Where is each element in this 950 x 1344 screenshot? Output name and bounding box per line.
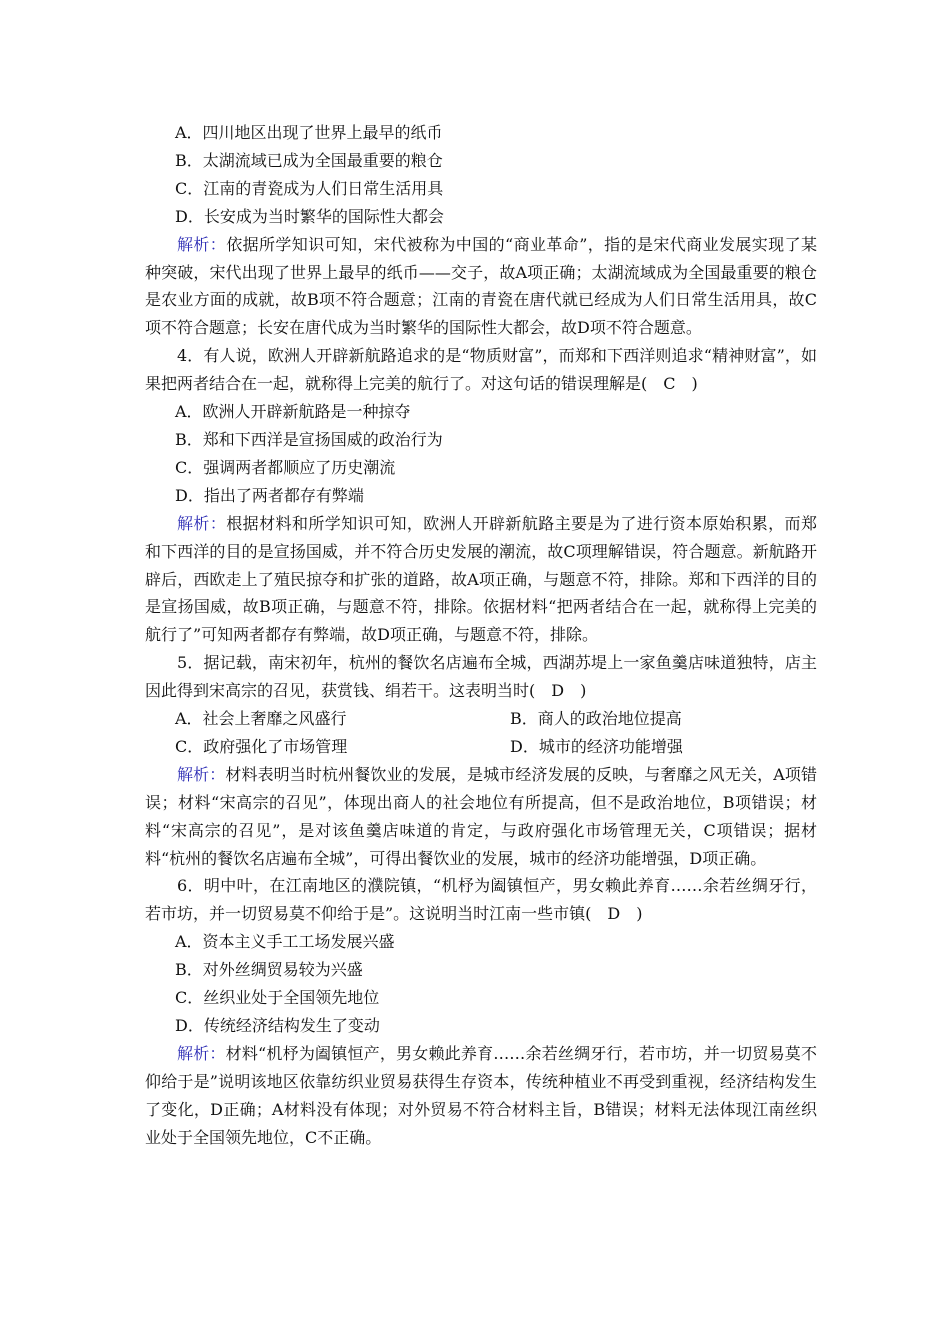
question-6-option-d: D．传统经济结构发生了变动 [175, 1016, 380, 1035]
page-content [145, 119, 817, 1152]
question-4 [145, 342, 817, 649]
analysis-text: 根据材料和所学知识可知，欧洲人开辟新航路主要是为了进行资本原始积累，而郑和下西洋的目的是宣扬国威，并不符合历史发展的潮流，故C项理解错误，符合题意。新航路开辟后，西欧走上了殖民掠夺和扩张的道路，故A项正确，与题意不符，排除。郑和下西洋的目的是宣扬国威，故B项正确，与题意不符，排除。依据材料“把两者结合在一起，就称得上完美的航行了”可知两者都存有弊端，故D项正确，与题意不符，排除。 [145, 513, 817, 645]
question-6-analysis [145, 1040, 817, 1152]
question-3-option-a: A．四川地区出现了世界上最早的纸币 [175, 123, 443, 142]
question-5-analysis [145, 761, 817, 873]
question-4-option-a: A．欧洲人开辟新航路是一种掠夺 [175, 402, 411, 422]
question-4-option-c: C．强调两者都顺应了历史潮流 [175, 457, 396, 477]
analysis-text: 材料表明当时杭州餐饮业的发展，是城市经济发展的反映，与奢靡之风无关，A项错误；材料“宋高宗的召见”，体现出商人的社会地位有所提高，但不是政治地位，B项错误；材料“宋高宗的召见”，是对该鱼羹店味道的肯定，与政府强化市场管理无关，C项错误；据材料“杭州的餐饮名店遍布全城”，可得出餐饮业的发展，城市的经济功能增强，D项正确。 [145, 764, 817, 868]
question-5-options-row-1 [145, 705, 817, 733]
question-6-option-c: C．丝织业处于全国领先地位 [175, 988, 380, 1008]
question-3-option-b: B．太湖流域已成为全国最重要的粮仓 [175, 150, 443, 170]
question-3-option-d: D．长安成为当时繁华的国际性大都会 [175, 206, 444, 226]
question-3 [145, 119, 817, 342]
analysis-label: 解析： [177, 1043, 226, 1063]
question-5-option-c: C．政府强化了市场管理 [175, 736, 348, 756]
analysis-label: 解析： [177, 234, 227, 254]
analysis-text: 材料“机杼为阖镇恒产，男女赖此养育……余若丝绸牙行，若市坊，并一切贸易莫不仰给于是”说明该地区依靠纺织业贸易获得生存资本，传统种植业不再受到重视，经济结构发生了变化，D正确；A材料没有体现；对外贸易不符合材料主旨，B错误；材料无法体现江南丝织业处于全国领先地位，C不正确。 [145, 1043, 817, 1147]
question-4-analysis [145, 510, 817, 650]
question-6 [145, 872, 817, 1151]
question-5-options-row-2 [145, 733, 817, 761]
analysis-text: 依据所学知识可知，宋代被称为中国的“商业革命”，指的是宋代商业发展实现了某种突破，宋代出现了世界上最早的纸币——交子，故A项正确；太湖流域成为全国最重要的粮仓是农业方面的成就，故B项不符合题意；江南的青瓷在唐代就已经成为人们日常生活用具，故C项不符合题意；长安在唐代成为当时繁华的国际性大都会，故D项不符合题意。 [145, 234, 817, 338]
question-4-option-b: B．郑和下西洋是宣扬国威的政治行为 [175, 429, 443, 449]
question-5-option-a: A．社会上奢靡之风盛行 [175, 709, 347, 729]
question-6-stem: 6．明中叶，在江南地区的濮院镇，“机杼为阖镇恒产，男女赖此养育……余若丝绸牙行，若市坊，并一切贸易莫不仰给于是”。这说明当时江南一些市镇( D ) [145, 876, 817, 924]
question-5 [145, 649, 817, 872]
analysis-label: 解析： [177, 764, 226, 784]
question-4-stem: 4．有人说，欧洲人开辟新航路追求的是“物质财富”，而郑和下西洋则追求“精神财富”，如果把两者结合在一起，就称得上完美的航行了。对这句话的错误理解是( C ) [145, 346, 817, 394]
question-6-option-a: A．资本主义手工工场发展兴盛 [175, 932, 395, 952]
question-4-option-d: D．指出了两者都存有弊端 [175, 485, 364, 505]
question-5-option-d: D．城市的经济功能增强 [510, 736, 683, 756]
analysis-label: 解析： [177, 513, 227, 533]
question-5-stem: 5．据记载，南宋初年，杭州的餐饮名店遍布全城，西湖苏堤上一家鱼羹店味道独特，店主因此得到宋高宗的召见，获赏钱、绢若干。这表明当时( D ) [145, 653, 817, 701]
question-6-option-b: B．对外丝绸贸易较为兴盛 [175, 960, 363, 980]
question-3-analysis [145, 231, 817, 343]
question-5-option-b: B．商人的政治地位提高 [510, 709, 682, 729]
question-3-option-c: C．江南的青瓷成为人们日常生活用具 [175, 178, 444, 198]
